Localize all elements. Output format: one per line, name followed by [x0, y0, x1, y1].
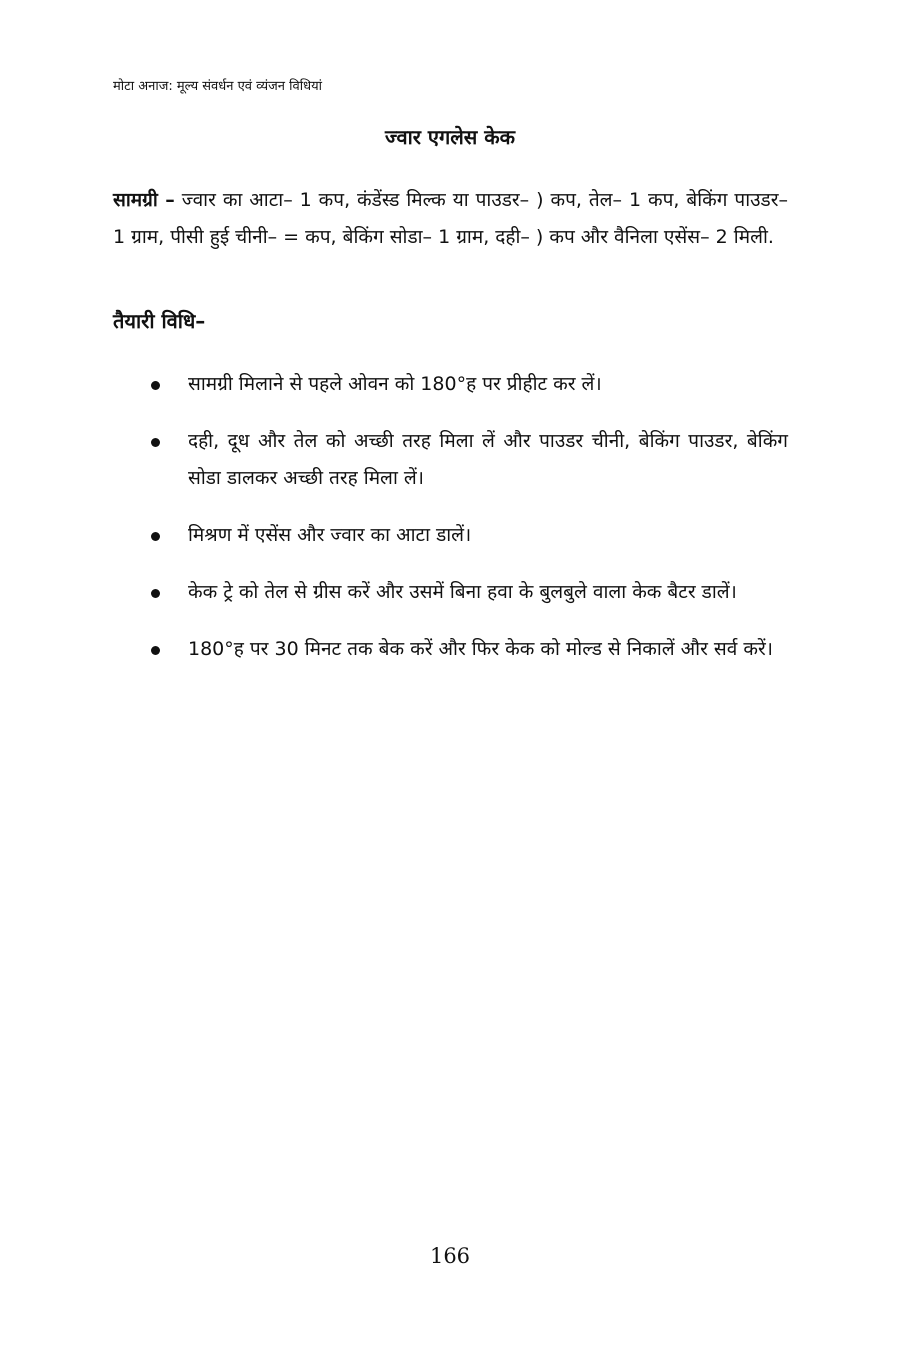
running-header: मोटा अनाज: मूल्य संवर्धन एवं व्यंजन विधियां	[113, 79, 323, 94]
bullet-icon	[151, 438, 160, 447]
bullet-icon	[151, 381, 160, 390]
page-number: 166	[429, 1244, 471, 1268]
ingredients-text: ज्वार का आटा– 1 कप, कंडेंस्ड मिल्क या पाउडर– ) कप, तेल– 1 कप, बेकिंग पाउडर– 1 ग्राम, पीसी हुई चीनी– = कप, बेकिंग सोडा– 1 ग्राम, दही– ) कप और वैनिला एसेंस– 2 मिली.	[113, 189, 788, 248]
method-step-text: मिश्रण में एसेंस और ज्वार का आटा डालें।	[188, 524, 472, 546]
bullet-icon	[151, 589, 160, 598]
method-step-5	[113, 631, 788, 668]
method-steps-list	[113, 366, 788, 688]
method-step-text: केक ट्रे को तेल से ग्रीस करें और उसमें बिना हवा के बुलबुले वाला केक बैटर डालें।	[188, 581, 737, 603]
method-heading: तैयारी विधि–	[113, 309, 206, 333]
bullet-icon	[151, 532, 160, 541]
method-step-text: 180°ह पर 30 मिनट तक बेक करें और फिर केक को मोल्ड से निकालें और सर्व करें।	[188, 638, 773, 660]
ingredients-paragraph	[113, 182, 788, 256]
method-step-1	[113, 366, 788, 403]
method-step-3	[113, 517, 788, 554]
ingredients-label: सामग्री –	[113, 189, 175, 211]
method-step-2	[113, 423, 788, 497]
method-step-text: सामग्री मिलाने से पहले ओवन को 180°ह पर प्रीहीट कर लें।	[188, 373, 602, 395]
recipe-title: ज्वार एगलेस केक	[385, 125, 515, 149]
method-step-text: दही, दूध और तेल को अच्छी तरह मिला लें और पाउडर चीनी, बेकिंग पाउडर, बेकिंग सोडा डालकर अच्छी तरह मिला लें।	[188, 430, 788, 489]
bullet-icon	[151, 646, 160, 655]
method-step-4	[113, 574, 788, 611]
